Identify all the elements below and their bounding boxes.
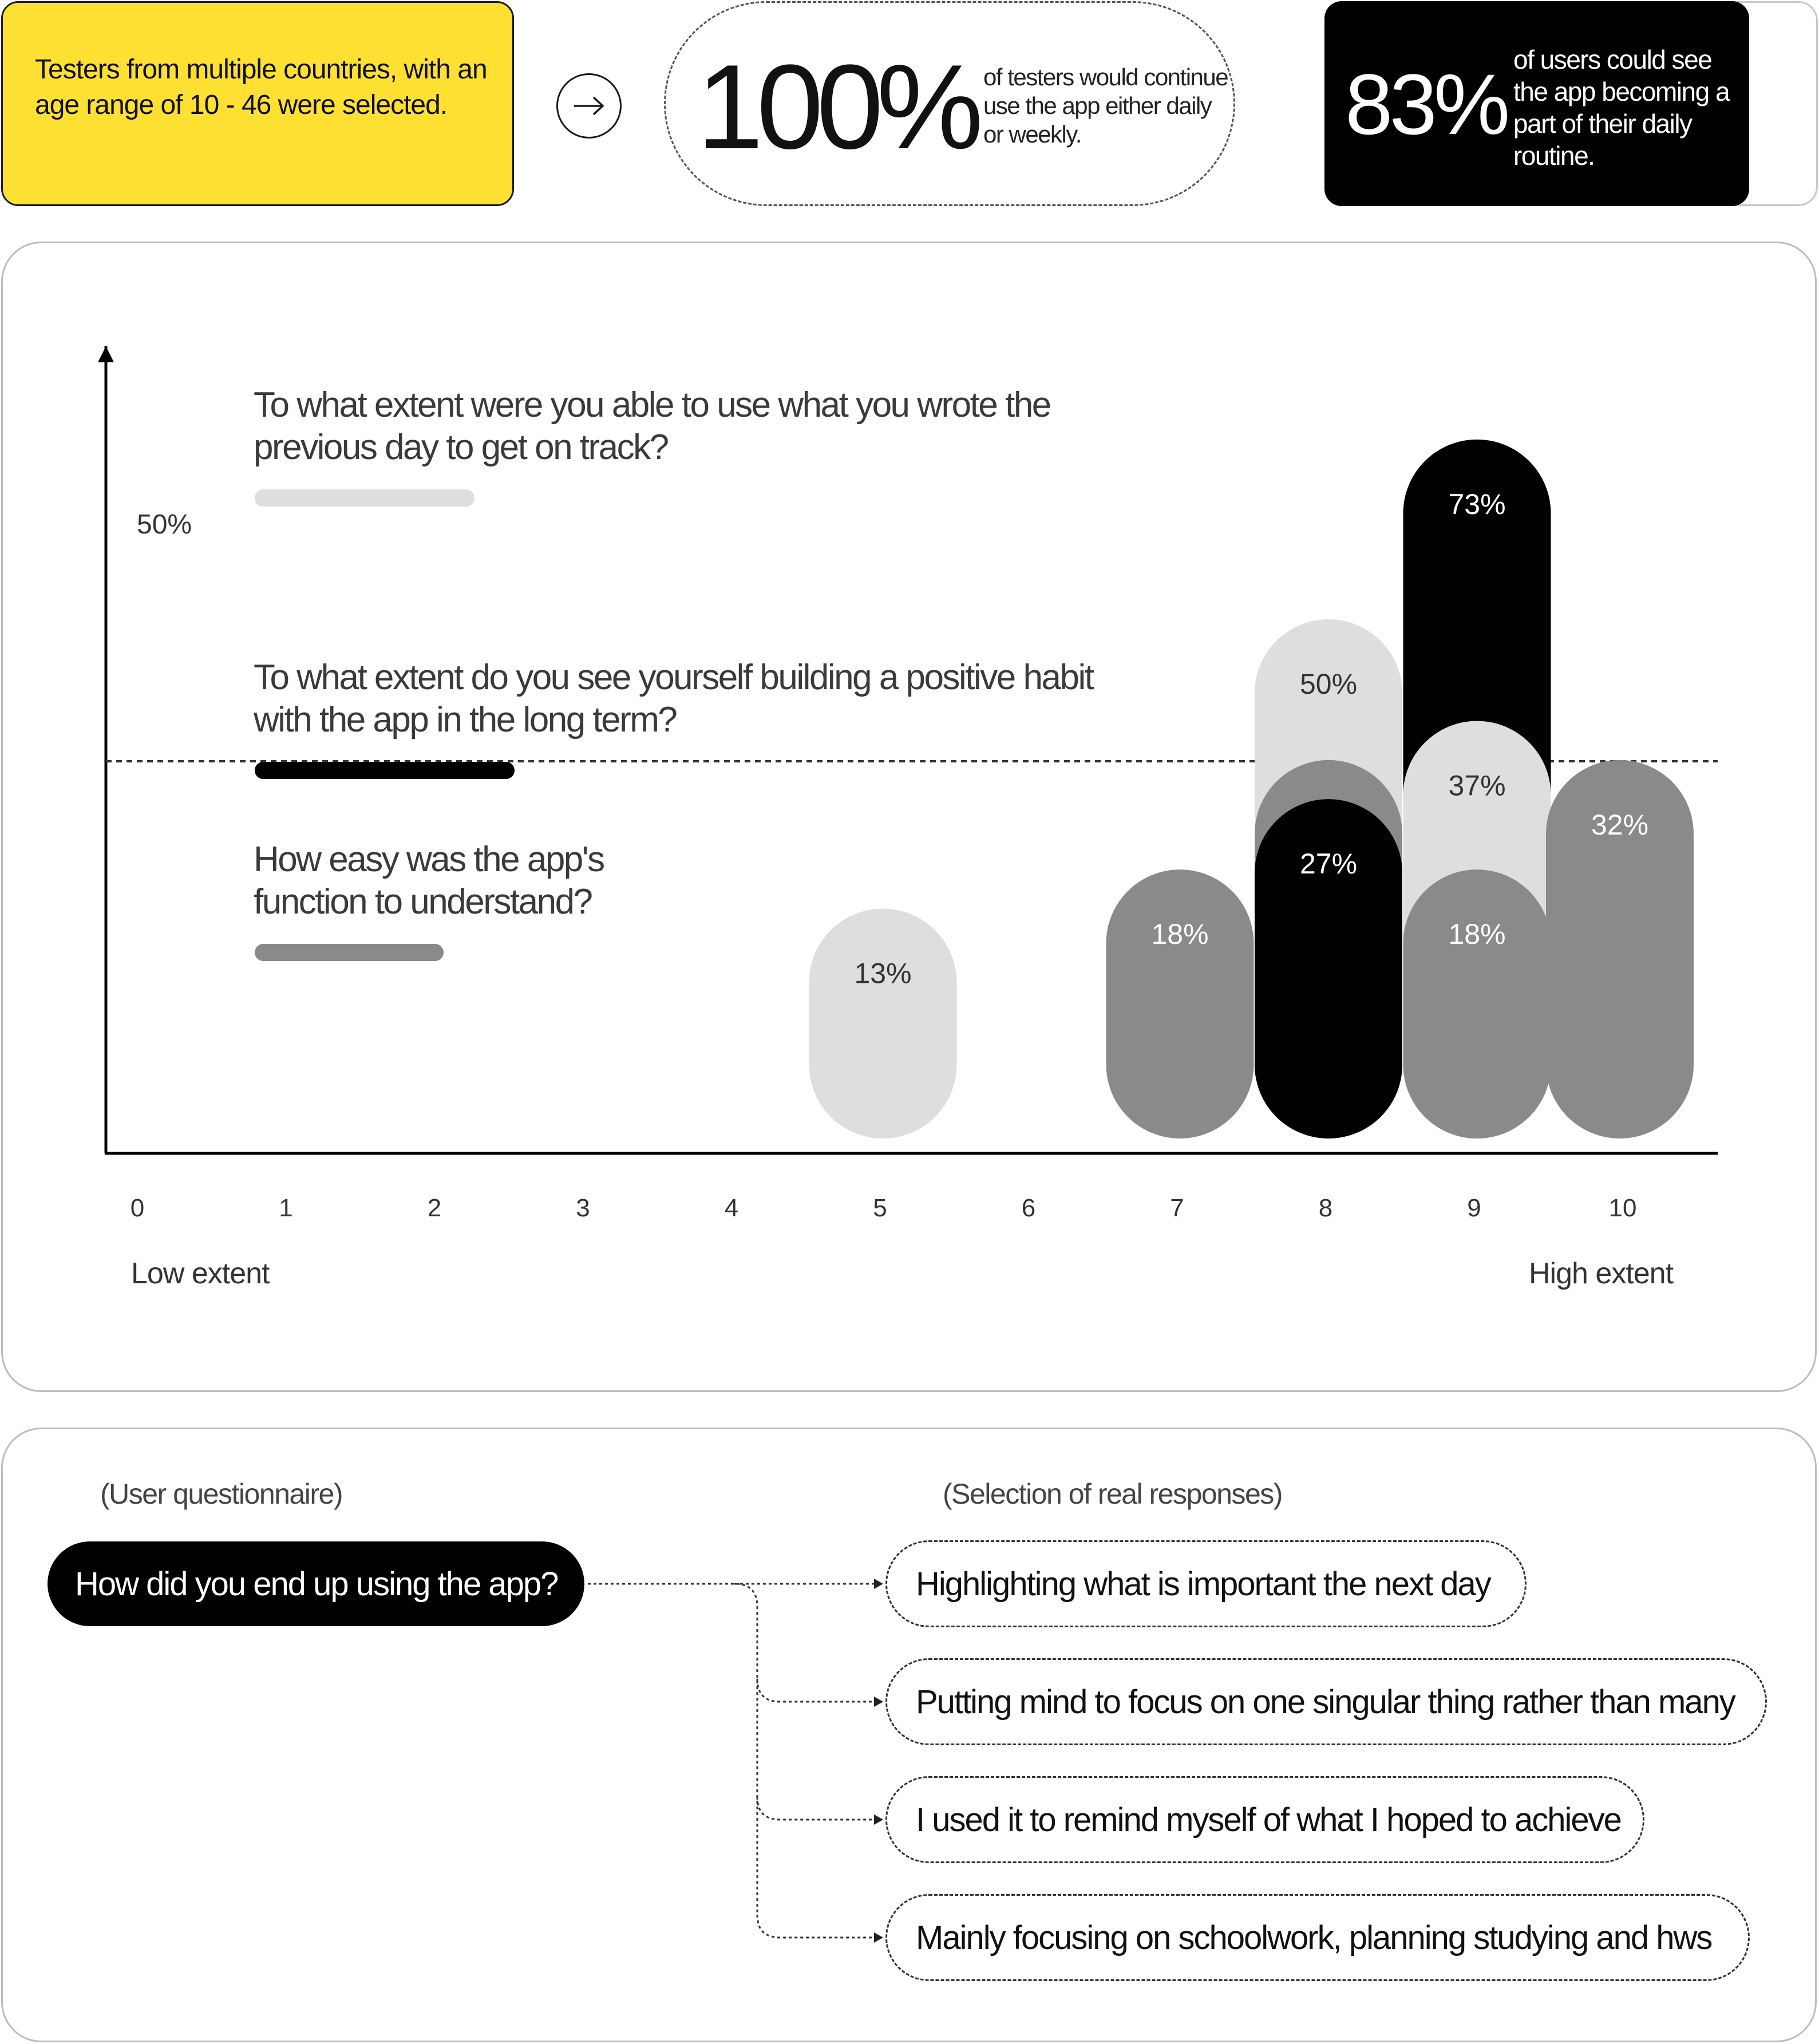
bar-s1-x5 [809,908,957,1138]
x-tick-label-3: 3 [576,1194,590,1222]
connector-branch-4 [757,1915,882,1938]
bar-s3-x9 [1403,869,1551,1138]
high-extent-label: High extent [1529,1257,1674,1290]
bar-label-s2-x8: 27% [1299,848,1358,880]
legend-swatch-1 [255,489,474,507]
bar-label-s1-x9: 37% [1448,769,1506,802]
legend-question-3: How easy was the app's function to understand? [254,840,604,922]
routine-stat-inner [1324,1,1749,206]
response-pill-3: I used it to remind myself of what I hoped to achieve [885,1776,1644,1863]
bar-label-s1-x5: 13% [854,957,912,990]
continue-stat-description: of testers would continue use the app either daily or weekly. [983,64,1228,148]
x-tick-label-6: 6 [1021,1194,1036,1222]
testers-note-text: Testers from multiple countries, with an age range of 10 - 46 were selected. [35,54,487,120]
continue-stat-card [664,1,1235,206]
legend-question-1: To what extent were you able to use what you wrote the previous day to get on track? [254,385,1050,467]
routine-stat-description: of users could see the app becoming a part of their daily routine. [1513,45,1730,171]
bar-label-s1-x8: 50% [1299,668,1358,700]
y-axis-arrow [98,346,114,362]
x-tick-label-2: 2 [427,1194,442,1222]
x-tick-label-10: 10 [1608,1194,1637,1222]
x-tick-label-5: 5 [873,1194,887,1222]
x-tick-label-9: 9 [1467,1194,1481,1222]
x-tick-label-0: 0 [130,1194,145,1222]
arrow-right-icon [556,73,622,139]
response-pill-4: Mainly focusing on schoolwork, planning studying and hws [885,1894,1750,1981]
connector-branch-3 [757,1797,882,1820]
x-tick-label-1: 1 [279,1194,293,1222]
x-tick-label-7: 7 [1170,1194,1184,1222]
bar-label-s3-x10: 32% [1591,808,1649,841]
connector-arrowhead-1 [874,1579,883,1589]
responses-caption: (Selection of real responses) [943,1478,1282,1510]
connector-arrowhead-3 [874,1814,883,1825]
connector-arrowhead-4 [874,1932,883,1943]
reference-line-label: 50% [137,509,192,540]
x-tick-label-8: 8 [1318,1194,1333,1222]
legend-question-2: To what extent do you see yourself building a positive habit with the app in the long term? [254,658,1093,740]
bar-s3-x7 [1106,869,1254,1138]
x-tick-label-4: 4 [724,1194,739,1222]
routine-stat-card [1324,1,1818,206]
testers-note-card [1,1,514,206]
routine-stat-value: 83% [1345,56,1507,152]
bar-label-s3-x9: 18% [1448,918,1506,951]
connector-trunk [588,1584,757,1915]
continue-stat-value: 100% [697,39,977,174]
connector-arrowhead-2 [874,1697,883,1707]
response-pill-2: Putting mind to focus on one singular thing rather than many [885,1658,1767,1745]
question-pill: How did you end up using the app? [48,1541,584,1626]
chart-panel [1,242,1817,1392]
bar-label-s2-x9: 73% [1448,488,1506,520]
connector-branch-2 [757,1679,882,1702]
questionnaire-caption: (User questionnaire) [100,1478,342,1510]
low-extent-label: Low extent [131,1257,270,1290]
questionnaire-panel [1,1428,1817,2042]
legend-swatch-2 [255,762,515,779]
bar-label-s3-x7: 18% [1151,918,1209,951]
response-pill-1: Highlighting what is important the next day [885,1540,1527,1627]
legend-swatch-3 [255,944,444,961]
